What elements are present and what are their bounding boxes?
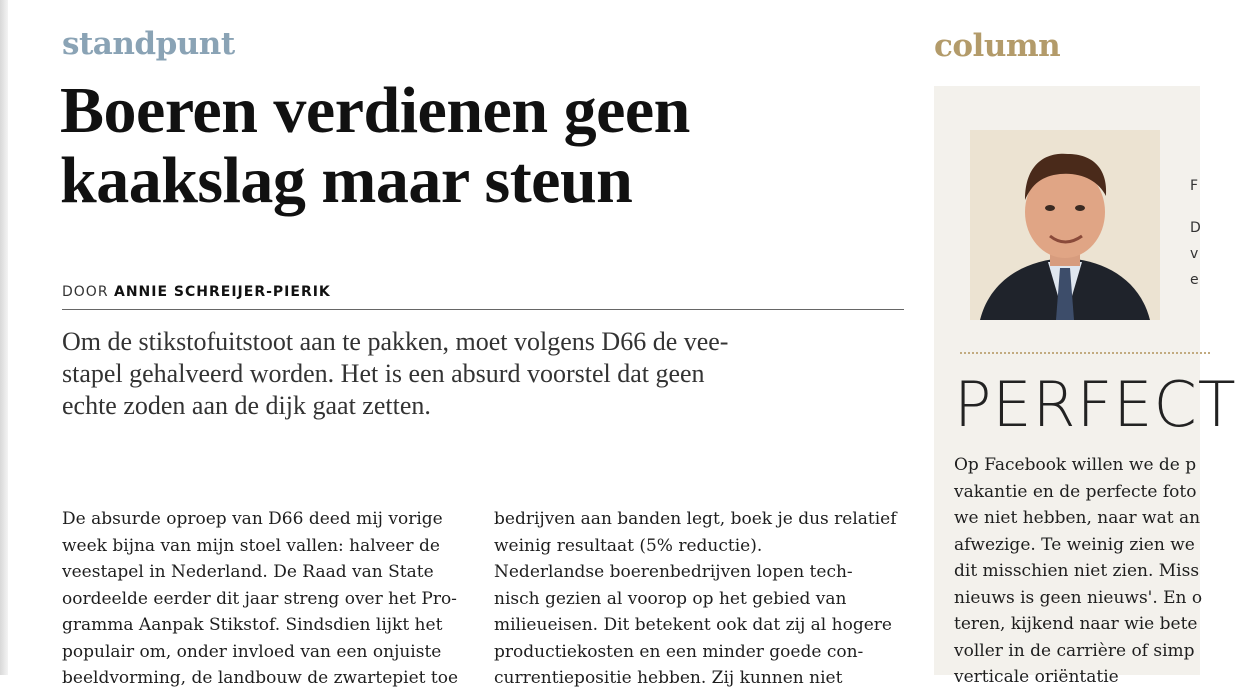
columnist-name-peek: F xyxy=(1190,178,1199,194)
article-lead xyxy=(62,326,892,422)
body-line: currentiepositie hebben. Zij kunnen niet xyxy=(494,668,843,688)
column-body-line: afwezige. Te weinig zien we xyxy=(954,534,1195,555)
dotted-divider xyxy=(960,352,1210,354)
headline-regular: Boeren verdienen xyxy=(60,74,564,147)
column-body-line: voller in de carrière of simp xyxy=(954,640,1195,661)
body-line: oordeelde eerder dit jaar streng over het Pro- xyxy=(62,588,457,609)
body-line: De absurde oproep van D66 deed mij vorige xyxy=(62,509,443,529)
byline xyxy=(62,284,331,300)
body-line: nisch gezien al voorop op het gebied van xyxy=(494,588,847,609)
body-line: productiekosten en een minder goede con- xyxy=(494,641,864,662)
columnist-bio-peek: v xyxy=(1190,246,1199,262)
headline-bold-2: kaakslag maar steun xyxy=(60,144,633,217)
column-body xyxy=(954,452,1202,691)
headline-bold-1: geen xyxy=(563,74,690,147)
body-line: Nederlandse boerenbedrijven lopen tech- xyxy=(494,562,853,582)
column-body-line: nieuws is geen nieuws'. En o xyxy=(954,587,1203,608)
column-body-line: teren, kijkend naar wie bete xyxy=(954,614,1198,634)
body-line: milieueisen. Dit betekent ook dat zij al hogere xyxy=(494,615,892,635)
column-sidebar xyxy=(934,86,1237,687)
byline-rule xyxy=(62,309,904,310)
column-body-line: Op Facebook willen we de p xyxy=(954,455,1197,475)
article-headline xyxy=(60,76,920,216)
lead-line: Om de stikstofuitstoot aan te pakken, moet volgens D66 de vee- xyxy=(62,327,729,356)
column-title: PERFECT xyxy=(954,368,1237,441)
body-column-1 xyxy=(62,506,472,692)
columnist-bio-peek: e xyxy=(1190,272,1199,288)
columnist-bio-peek: D xyxy=(1190,220,1201,236)
columnist-avatar xyxy=(970,130,1160,320)
lead-line: echte zoden aan de dijk gaat zetten. xyxy=(62,391,431,420)
body-line: week bijna van mijn stoel vallen: halveer de xyxy=(62,535,440,556)
column-body-line: vakantie en de perfecte foto xyxy=(954,481,1197,502)
body-line: populair om, onder invloed van een onjuiste xyxy=(62,641,442,662)
column-body-line: dit misschien niet zien. Miss xyxy=(954,561,1200,581)
section-kicker: standpunt xyxy=(62,26,235,62)
body-line: bedrijven aan banden legt, boek je dus relatief xyxy=(494,509,897,529)
columnist-portrait-icon xyxy=(970,130,1160,320)
body-line: veestapel in Nederland. De Raad van State xyxy=(62,562,434,582)
body-column-2 xyxy=(494,506,904,692)
column-body-line: verticale oriëntatie xyxy=(954,667,1119,687)
lead-line: stapel gehalveerd worden. Het is een absurd voorstel dat geen xyxy=(62,359,705,388)
body-line: weinig resultaat (5% reductie). xyxy=(494,535,763,556)
page-edge xyxy=(0,0,8,675)
column-body-line: we niet hebben, naar wat an xyxy=(954,508,1201,528)
body-line: gramma Aanpak Stikstof. Sindsdien lijkt het xyxy=(62,615,443,635)
body-line: beeldvorming, de landbouw de zwartepiet toe xyxy=(62,668,459,688)
byline-author: ANNIE SCHREIJER-PIERIK xyxy=(114,284,331,300)
sidebar-section-label: column xyxy=(934,28,1061,64)
byline-prefix: DOOR xyxy=(62,284,109,300)
